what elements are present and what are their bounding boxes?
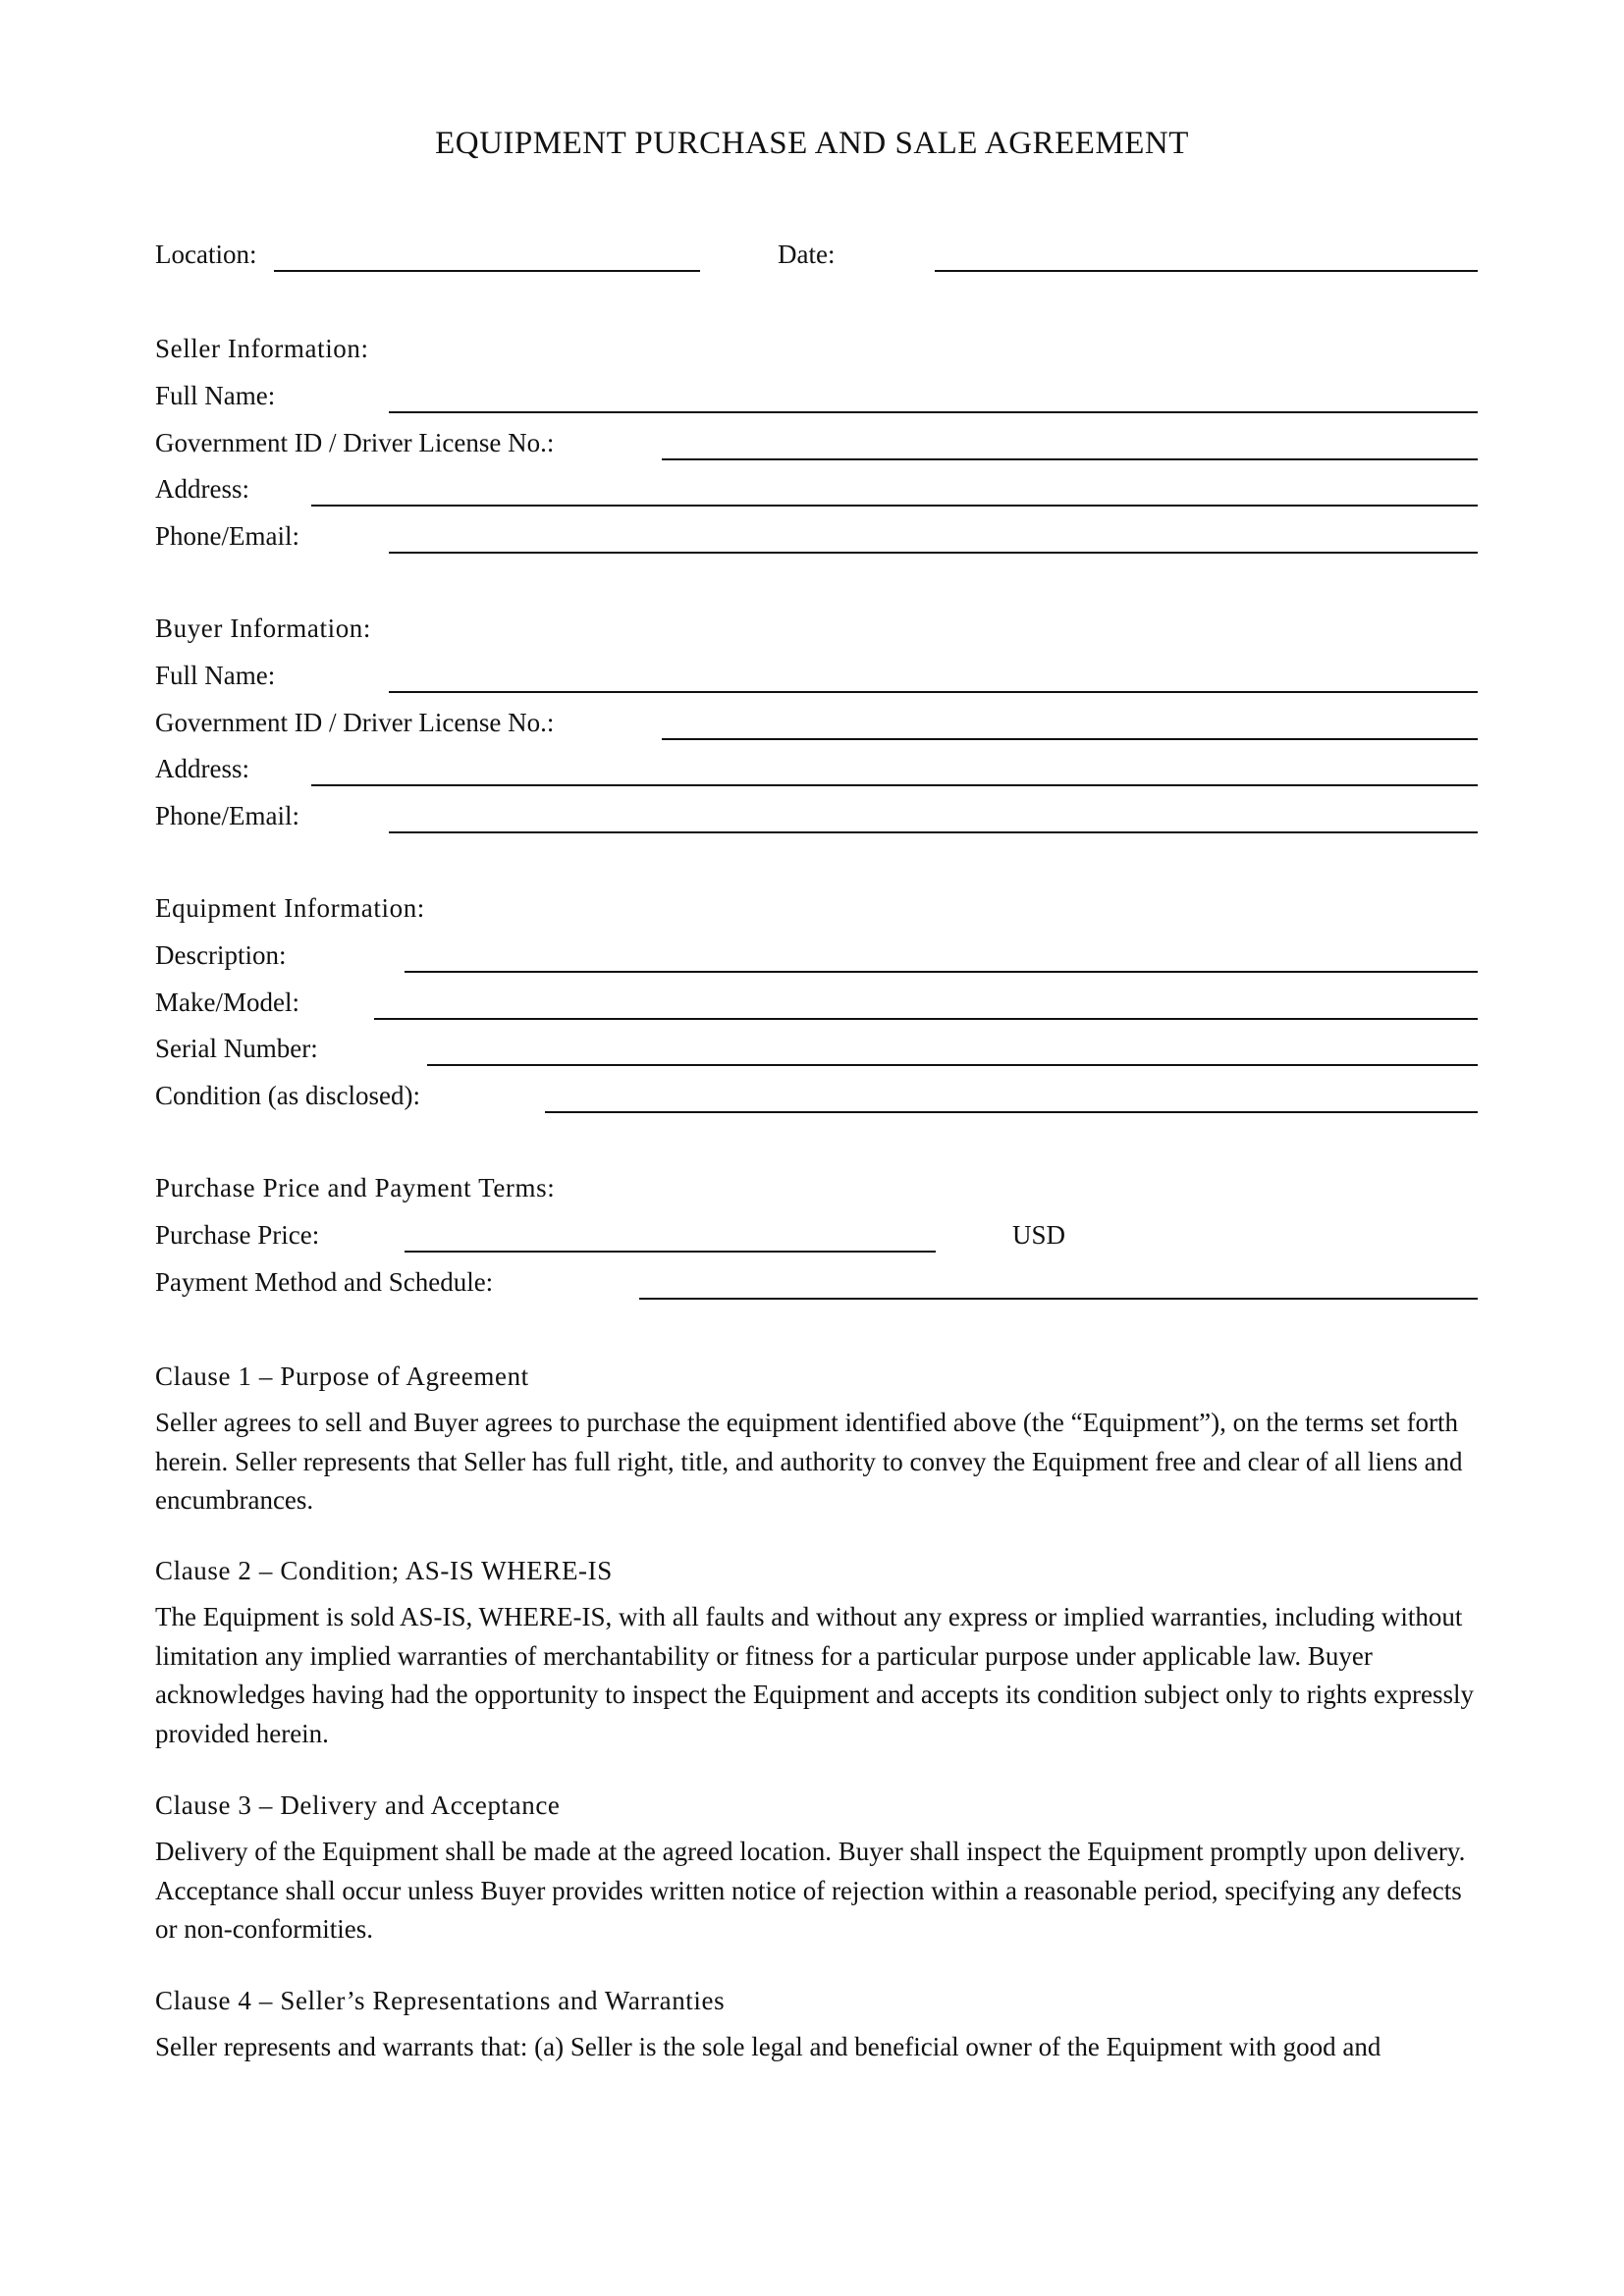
payment-method-field[interactable] [639,1298,1478,1300]
seller-contact-field[interactable] [389,552,1478,554]
equipment-serial-field[interactable] [427,1064,1478,1066]
equipment-condition-row [155,1079,1478,1118]
seller-gov-id-field[interactable] [662,458,1478,460]
equipment-make-model-row [155,986,1478,1025]
clause-3-text: Delivery of the Equipment shall be made at the agreed location. Buyer shall inspect the Equipment promptly upon delivery. Acceptance shall occur unless Buyer provides written notice of rejection within a reasonable period, specifying any defects or non-conformities. [155,1837,1466,1944]
seller-address-label: Address: [155,474,249,504]
clause-1-text: Seller agrees to sell and Buyer agrees to purchase the equipment identified above (the “Equipment”), on the terms set forth herein. Seller represents that Seller has full right, title, and authority to convey the Equipment free and clear of all liens and encumbrances. [155,1408,1463,1515]
seller-gov-id-row [155,426,1478,465]
clause-4-text: Seller represents and warrants that: (a) Seller is the sole legal and beneficial owner of the Equipment with good and [155,2032,1381,2061]
equipment-serial-label: Serial Number: [155,1034,318,1063]
payment-method-label: Payment Method and Schedule: [155,1267,494,1297]
price-heading: Purchase Price and Payment Terms: [155,1173,556,1202]
equipment-condition-label: Condition (as disclosed): [155,1081,420,1110]
location-label: Location: [155,240,257,269]
location-field[interactable] [274,270,700,272]
equipment-make-model-label: Make/Model: [155,988,299,1017]
buyer-address-field[interactable] [311,784,1478,786]
buyer-gov-id-label: Government ID / Driver License No.: [155,708,555,737]
buyer-contact-field[interactable] [389,831,1478,833]
equipment-serial-row [155,1032,1478,1071]
equipment-description-label: Description: [155,940,287,970]
clause-3-heading: Clause 3 – Delivery and Acceptance [155,1790,561,1820]
buyer-contact-label: Phone/Email: [155,801,299,830]
document-title: EQUIPMENT PURCHASE AND SALE AGREEMENT [435,126,1189,161]
buyer-contact-row [155,799,1478,838]
equipment-description-row [155,938,1478,978]
equipment-make-model-field[interactable] [374,1018,1478,1020]
currency-label: USD [1012,1220,1066,1250]
clause-1-heading: Clause 1 – Purpose of Agreement [155,1362,529,1391]
purchase-price-field[interactable] [405,1251,936,1253]
seller-contact-label: Phone/Email: [155,521,299,551]
seller-heading: Seller Information: [155,334,369,363]
buyer-address-label: Address: [155,754,249,783]
seller-gov-id-label: Government ID / Driver License No.: [155,428,555,457]
equipment-description-field[interactable] [405,971,1478,973]
location-date-row [155,238,1478,277]
seller-address-row [155,472,1478,511]
clause-2-text: The Equipment is sold AS-IS, WHERE-IS, with all faults and without any express or implied warranties, including without limitation any implied warranties of merchantability or fitness for a particular purpose under applicable law. Buyer acknowledges having had the opportunity to inspect the Equipment and accepts its condition subject only to rights expressly provided herein. [155,1602,1474,1748]
buyer-full-name-label: Full Name: [155,661,276,690]
buyer-address-row [155,752,1478,791]
seller-full-name-row [155,379,1478,418]
clause-2-heading: Clause 2 – Condition; AS-IS WHERE-IS [155,1556,613,1585]
purchase-price-row [155,1218,1478,1257]
date-field[interactable] [935,270,1478,272]
seller-full-name-label: Full Name: [155,381,276,410]
seller-address-field[interactable] [311,505,1478,507]
buyer-full-name-field[interactable] [389,691,1478,693]
date-label: Date: [778,240,836,269]
equipment-condition-field[interactable] [545,1111,1478,1113]
clause-4-heading: Clause 4 – Seller’s Representations and Warranties [155,1986,726,2015]
buyer-heading: Buyer Information: [155,614,371,643]
buyer-gov-id-field[interactable] [662,738,1478,740]
payment-method-row [155,1265,1478,1305]
buyer-gov-id-row [155,706,1478,745]
seller-contact-row [155,519,1478,559]
equipment-heading: Equipment Information: [155,893,425,923]
seller-full-name-field[interactable] [389,411,1478,413]
purchase-price-label: Purchase Price: [155,1220,320,1250]
buyer-full-name-row [155,659,1478,698]
